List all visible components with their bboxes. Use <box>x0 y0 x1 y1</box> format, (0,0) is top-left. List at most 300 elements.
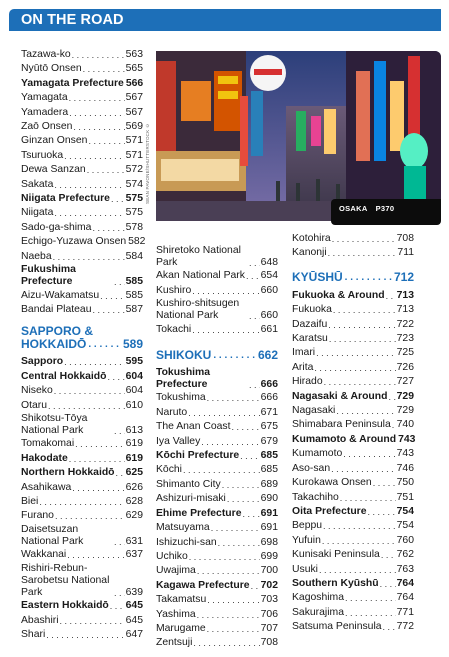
toc-entry[interactable] <box>156 564 278 578</box>
toc-entry[interactable] <box>292 361 414 375</box>
section-page: 589 <box>122 337 143 352</box>
toc-entry-name: Ehime Prefecture <box>156 507 242 519</box>
toc-entry-page: 713 <box>396 289 414 301</box>
toc-entry-page: 582 <box>128 236 146 248</box>
toc-entry-page: 566 <box>125 77 144 89</box>
toc-entry-name: Yamagata <box>21 92 68 104</box>
toc-leader-dots <box>55 509 125 523</box>
toc-entry[interactable] <box>292 606 414 620</box>
toc-entry-name: Tokushima <box>156 392 206 404</box>
toc-entry-name: Takachiho <box>292 491 339 503</box>
section-heading-kyushu <box>292 271 414 284</box>
toc-entry-page: 707 <box>260 622 278 634</box>
toc-entry[interactable] <box>292 591 414 605</box>
toc-entry-page: 711 <box>397 247 414 259</box>
toc-entry-name: Tsuruoka <box>21 149 64 161</box>
toc-entry-name: Dazaifu <box>292 318 328 330</box>
toc-entry-name: Central Hokkaidō <box>21 370 107 382</box>
toc-entry-name: Shari <box>21 629 46 641</box>
toc-entry-name: Yashima <box>156 608 196 620</box>
toc-entry[interactable] <box>21 466 143 480</box>
toc-list-tohoku-tail <box>21 48 146 317</box>
toc-entry[interactable] <box>21 62 143 76</box>
toc-entry-page: 722 <box>396 318 414 330</box>
toc-entry-page: 567 <box>125 106 143 118</box>
toc-leader-dots <box>116 466 125 480</box>
toc-leader-dots <box>218 536 260 550</box>
toc-entry-page: 729 <box>396 390 414 402</box>
section-title-line2: HOKKAIDŌ <box>21 337 87 352</box>
toc-entry-page: 740 <box>396 419 414 431</box>
toc-entry-name: Aizu-Wakamatsu <box>21 289 100 301</box>
toc-entry[interactable] <box>292 303 414 317</box>
toc-entry-name: Niigata Prefecture <box>21 193 110 205</box>
toc-entry[interactable] <box>292 332 414 346</box>
toc-entry-page: 685 <box>260 450 278 462</box>
toc-entry-name: Shimanto City <box>156 478 221 490</box>
toc-entry-name: Tokushima Prefecture <box>156 367 211 391</box>
toc-leader-dots <box>380 577 396 591</box>
toc-entry[interactable] <box>21 452 143 466</box>
toc-entry-page: 698 <box>260 536 278 548</box>
toc-entry[interactable] <box>156 478 278 492</box>
toc-entry-page: 703 <box>260 594 278 606</box>
toc-leader-dots <box>323 519 396 533</box>
toc-entry[interactable] <box>21 206 143 220</box>
toc-entry-name: Kōchi Prefecture <box>156 450 240 462</box>
toc-entry-name: Southern Kyūshū <box>292 577 379 589</box>
toc-entry-name: Tomakomai <box>21 438 75 450</box>
photo-caption <box>331 199 441 225</box>
toc-entry[interactable] <box>21 355 143 369</box>
toc-entry[interactable] <box>292 390 414 404</box>
toc-leader-dots <box>46 628 124 642</box>
toc-leader-dots <box>197 564 260 578</box>
toc-leader-dots <box>107 370 124 384</box>
toc-entry-name: Akan National Park <box>156 270 245 282</box>
toc-entry[interactable] <box>292 577 414 591</box>
toc-list-kyushu <box>292 289 414 635</box>
toc-leader-dots <box>222 478 260 492</box>
toc-entry[interactable] <box>292 404 414 418</box>
toc-entry[interactable] <box>292 491 414 505</box>
toc-entry-name: Ashizuri-misaki <box>156 493 226 505</box>
toc-leader-dots <box>114 536 125 548</box>
toc-entry-page: 702 <box>260 579 278 591</box>
toc-entry-page: 726 <box>396 361 414 373</box>
toc-leader-dots <box>54 206 124 220</box>
toc-entry[interactable] <box>21 250 143 264</box>
toc-entry[interactable] <box>21 303 143 317</box>
toc-leader-dots <box>67 548 124 562</box>
toc-entry[interactable] <box>156 420 278 434</box>
toc-entry-page: 639 <box>125 587 143 598</box>
toc-entry[interactable] <box>21 289 143 303</box>
toc-leader-dots <box>328 246 397 260</box>
toc-entry[interactable] <box>21 495 143 509</box>
toc-entry-page: 585 <box>125 289 143 301</box>
toc-leader-dots <box>386 289 396 303</box>
toc-entry[interactable] <box>292 232 414 246</box>
toc-entry[interactable] <box>156 507 278 521</box>
toc-column-1 <box>21 48 146 642</box>
toc-entry[interactable] <box>156 593 278 607</box>
toc-leader-dots <box>53 250 125 264</box>
toc-entry-name: Kushiro-shitsugen National Park <box>156 298 240 322</box>
toc-leader-dots <box>329 332 396 346</box>
toc-leader-dots <box>316 346 396 360</box>
toc-entry-name: Hakodate <box>21 452 68 464</box>
toc-entry-page: 595 <box>125 356 143 368</box>
toc-entry-page: 708 <box>260 637 278 649</box>
toc-column-2 <box>156 245 278 651</box>
toc-entry-name: Sakurajima <box>292 606 344 618</box>
toc-entry-name: Asahikawa <box>21 481 72 493</box>
toc-entry-page: 645 <box>125 600 143 612</box>
toc-leader-dots <box>383 620 396 634</box>
toc-entry[interactable] <box>292 375 414 389</box>
toc-list-shikoku <box>156 367 278 651</box>
toc-entry-name: Beppu <box>292 520 323 532</box>
toc-entry-name: Abashiri <box>21 614 59 626</box>
toc-entry[interactable] <box>156 622 278 636</box>
toc-leader-dots <box>87 163 125 177</box>
toc-entry[interactable] <box>156 579 278 593</box>
toc-entry-name: Hirado <box>292 376 323 388</box>
toc-entry-page: 631 <box>125 535 143 547</box>
toc-entry-page: 585 <box>125 276 143 288</box>
toc-entry[interactable] <box>21 106 143 120</box>
toc-entry-page: 699 <box>260 550 278 562</box>
toc-leader-dots <box>314 361 395 375</box>
toc-entry[interactable] <box>21 563 143 600</box>
toc-entry[interactable] <box>21 614 143 628</box>
toc-entry[interactable] <box>156 298 278 322</box>
toc-entry-name: Kagawa Prefecture <box>156 579 250 591</box>
toc-entry[interactable] <box>21 548 143 562</box>
toc-leader-dots <box>114 587 125 599</box>
toc-entry-name: Marugame <box>156 622 206 634</box>
toc-entry-page: 575 <box>125 193 143 205</box>
toc-entry-page: 762 <box>396 549 414 561</box>
toc-entry[interactable] <box>21 163 143 177</box>
toc-leader-dots <box>100 289 125 303</box>
toc-entry-page: 637 <box>125 549 143 561</box>
toc-entry-name: Kurokawa Onsen <box>292 477 372 489</box>
caption-label: OSAKA <box>339 204 368 213</box>
toc-entry[interactable] <box>156 323 278 337</box>
section-page: 712 <box>393 269 414 284</box>
toc-leader-dots <box>110 599 125 613</box>
toc-entry[interactable] <box>292 418 414 432</box>
toc-entry[interactable] <box>21 77 143 91</box>
toc-entry[interactable] <box>292 519 414 533</box>
toc-entry-page: 619 <box>125 452 143 464</box>
toc-entry-page: 763 <box>396 563 414 575</box>
toc-entry[interactable] <box>156 492 278 506</box>
toc-entry-name: Dewa Sanzan <box>21 164 86 176</box>
toc-entry-name: Imari <box>292 347 316 359</box>
toc-leader-dots <box>114 425 125 437</box>
toc-entry-page: 567 <box>125 92 143 104</box>
toc-leader-dots <box>114 276 125 288</box>
toc-entry-name: Tokachi <box>156 323 192 335</box>
toc-entry-page: 654 <box>260 270 278 282</box>
toc-leader-dots <box>246 269 260 283</box>
toc-entry[interactable] <box>292 505 414 519</box>
toc-entry-page: 727 <box>396 376 414 388</box>
toc-entry[interactable] <box>292 563 414 577</box>
toc-entry-page: 628 <box>125 495 143 507</box>
toc-entry-page: 723 <box>396 333 414 345</box>
toc-entry[interactable] <box>21 509 143 523</box>
toc-list-shikoku-cont <box>292 232 414 261</box>
toc-entry-page: 743 <box>396 448 414 460</box>
toc-entry-page: 575 <box>125 207 143 219</box>
toc-entry-page: 666 <box>260 392 278 404</box>
toc-entry-name: Matsuyama <box>156 522 210 534</box>
toc-entry-page: 691 <box>260 507 278 519</box>
toc-leader-dots <box>340 491 396 505</box>
toc-entry[interactable] <box>21 481 143 495</box>
photo-credit: SEAN PAVONE/SHUTTERSTOCK © <box>145 123 150 204</box>
section-page: 662 <box>257 348 278 363</box>
toc-entry-page: 772 <box>396 621 414 633</box>
toc-entry[interactable] <box>156 636 278 650</box>
toc-entry[interactable] <box>292 246 414 260</box>
toc-leader-dots <box>332 232 396 246</box>
toc-leader-dots <box>227 492 260 506</box>
toc-list-hokkaido <box>21 355 143 642</box>
toc-leader-dots <box>249 310 260 322</box>
toc-entry-page: 666 <box>260 379 278 391</box>
toc-entry-name: Rishiri-Rebun-Sarobetsu National Park <box>21 562 110 598</box>
toc-entry-page: 685 <box>260 464 278 476</box>
toc-entry-name: Biei <box>21 495 39 507</box>
toc-entry-page: 725 <box>396 347 414 359</box>
toc-entry[interactable] <box>156 245 278 269</box>
toc-entry-page: 661 <box>260 323 278 335</box>
toc-entry[interactable] <box>156 406 278 420</box>
toc-entry-page: 675 <box>260 421 278 433</box>
toc-entry-page: 587 <box>125 303 143 315</box>
section-heading-hokkaido <box>21 325 143 351</box>
toc-entry[interactable] <box>21 149 143 163</box>
section-heading-shikoku <box>156 349 278 362</box>
toc-entry-name: Sado-ga-shima <box>21 221 92 233</box>
toc-leader-dots <box>192 284 259 298</box>
toc-entry[interactable] <box>21 264 143 288</box>
toc-entry-name: Fukuoka & Around <box>292 289 385 301</box>
toc-entry-page: 625 <box>125 467 143 479</box>
toc-entry[interactable] <box>292 346 414 360</box>
toc-entry[interactable] <box>156 536 278 550</box>
toc-leader-dots <box>211 521 260 535</box>
toc-entry-name: Kōchi <box>156 464 182 476</box>
toc-entry-page: 764 <box>396 577 414 589</box>
toc-entry-name: Kagoshima <box>292 592 344 604</box>
toc-entry[interactable] <box>21 221 143 235</box>
toc-leader-dots <box>343 447 395 461</box>
toc-leader-dots <box>75 437 125 451</box>
toc-leader-dots <box>60 614 125 628</box>
toc-leader-dots <box>249 257 260 269</box>
toc-entry-name: Usuki <box>292 563 318 575</box>
toc-entry[interactable] <box>156 391 278 405</box>
toc-entry-page: 610 <box>125 399 143 411</box>
toc-entry[interactable] <box>292 620 414 634</box>
toc-entry[interactable] <box>156 449 278 463</box>
toc-entry[interactable] <box>156 550 278 564</box>
toc-entry-name: Niigata <box>21 207 54 219</box>
toc-leader-dots <box>188 406 259 420</box>
toc-entry-name: Kumamoto <box>292 448 343 460</box>
toc-leader-dots <box>69 91 125 105</box>
toc-entry-name: Iya Valley <box>156 435 201 447</box>
toc-entry-page: 660 <box>260 284 278 296</box>
toc-leader-dots <box>92 303 124 317</box>
toc-entry-page: 660 <box>260 310 278 322</box>
toc-leader-dots <box>232 420 260 434</box>
toc-entry-page: 746 <box>396 462 414 474</box>
toc-leader-dots <box>324 375 396 389</box>
toc-entry[interactable] <box>156 435 278 449</box>
toc-entry[interactable] <box>292 462 414 476</box>
toc-entry[interactable] <box>292 548 414 562</box>
toc-entry[interactable] <box>156 367 278 391</box>
toc-entry[interactable] <box>292 476 414 490</box>
toc-entry-name: Tazawa-ko <box>21 49 71 60</box>
toc-entry-page: 584 <box>125 250 143 262</box>
toc-entry-name: Ishizuchi-san <box>156 536 217 548</box>
toc-entry-name: Fukushima Prefecture <box>21 264 76 288</box>
toc-entry[interactable] <box>292 318 414 332</box>
toc-leader-dots <box>64 355 125 369</box>
toc-entry[interactable] <box>21 413 143 437</box>
toc-entry-page: 689 <box>260 478 278 490</box>
toc-entry[interactable] <box>156 269 278 283</box>
toc-entry[interactable] <box>292 433 414 447</box>
toc-entry[interactable] <box>21 134 143 148</box>
toc-entry[interactable] <box>21 524 143 548</box>
toc-entry-name: Takamatsu <box>156 594 207 606</box>
toc-leader-dots <box>207 391 260 405</box>
toc-entry-page: 691 <box>260 522 278 534</box>
toc-entry-name: Shimabara Peninsula <box>292 419 391 431</box>
toc-leader-dots <box>242 507 259 521</box>
page-title: ON THE ROAD <box>21 12 124 28</box>
toc-entry[interactable] <box>21 599 143 613</box>
toc-entry-name: Otaru <box>21 399 47 411</box>
toc-leader-dots <box>373 476 396 490</box>
toc-entry-name: Uchiko <box>156 550 188 562</box>
toc-entry-page: 613 <box>125 425 143 437</box>
toc-entry-name: Sakata <box>21 178 54 190</box>
toc-leader-dots <box>249 379 260 391</box>
toc-leader-dots <box>345 606 396 620</box>
toc-leader-dots <box>88 134 124 148</box>
toc-entry-page: 647 <box>125 629 143 641</box>
toc-leader-dots <box>201 435 259 449</box>
toc-entry-name: Nagasaki <box>292 405 336 417</box>
toc-leader-dots <box>64 149 124 163</box>
toc-entry[interactable] <box>21 120 143 134</box>
toc-leader-dots <box>72 48 125 62</box>
toc-entry[interactable] <box>21 48 143 62</box>
toc-entry-page: 569 <box>125 121 143 133</box>
toc-entry[interactable] <box>292 289 414 303</box>
toc-entry[interactable] <box>21 235 146 249</box>
toc-leader-dots <box>54 384 125 398</box>
toc-entry-page: 708 <box>396 233 414 244</box>
toc-entry-name: Furano <box>21 510 54 522</box>
toc-entry-page: 764 <box>396 592 414 604</box>
toc-entry-page: 619 <box>125 438 143 450</box>
toc-leader-dots <box>192 323 259 337</box>
toc-entry-name: Bandai Plateau <box>21 303 92 315</box>
section-header-bar <box>9 9 441 31</box>
toc-entry-page: 571 <box>125 149 143 161</box>
toc-leader-dots <box>328 318 395 332</box>
toc-entry-name: Shikotsu-Tōya National Park <box>21 412 88 437</box>
toc-entry[interactable] <box>292 447 414 461</box>
toc-leader-dots <box>392 418 396 432</box>
toc-entry-page: 743 <box>398 433 416 445</box>
toc-entry[interactable] <box>156 463 278 477</box>
toc-entry-page: 754 <box>396 520 414 532</box>
caption-page: P370 <box>375 204 395 213</box>
toc-entry-page: 671 <box>260 406 278 418</box>
toc-entry[interactable] <box>292 534 414 548</box>
toc-entry-name: Aso-san <box>292 462 331 474</box>
toc-entry-name: Northern Hokkaidō <box>21 467 115 479</box>
toc-leader-dots <box>251 579 260 593</box>
toc-entry-page: 563 <box>125 49 143 60</box>
toc-entry-name: Yamagata Prefecture <box>21 77 124 89</box>
toc-entry[interactable] <box>21 437 143 451</box>
toc-leader-dots <box>83 62 125 76</box>
toc-entry-name: Karatsu <box>292 333 328 345</box>
toc-entry[interactable] <box>21 628 143 642</box>
toc-leader-dots <box>322 534 396 548</box>
toc-entry[interactable] <box>21 399 143 413</box>
toc-entry-page: 760 <box>396 534 414 546</box>
toc-entry[interactable] <box>156 608 278 622</box>
toc-entry[interactable] <box>21 178 143 192</box>
toc-entry[interactable] <box>156 284 278 298</box>
toc-entry[interactable] <box>21 384 143 398</box>
toc-entry-page: 629 <box>125 510 143 522</box>
toc-entry-name: Zentsuji <box>156 637 193 649</box>
toc-entry[interactable] <box>21 370 143 384</box>
toc-entry-name: Oita Prefecture <box>292 505 367 517</box>
toc-leader-dots <box>368 505 396 519</box>
toc-entry[interactable] <box>21 91 143 105</box>
toc-entry-name: Satsuma Peninsula <box>292 621 382 633</box>
toc-entry-name: Ginzan Onsen <box>21 135 88 147</box>
toc-entry-name: Shiretoko National Park <box>156 245 241 269</box>
toc-leader-dots <box>193 636 259 650</box>
toc-entry-name: Wakkanai <box>21 549 67 561</box>
toc-entry-page: 565 <box>125 63 143 75</box>
toc-entry-page: 572 <box>125 164 143 176</box>
toc-leader-dots <box>111 192 125 206</box>
toc-entry[interactable] <box>21 192 143 206</box>
toc-entry[interactable] <box>156 521 278 535</box>
toc-list-hokkaido-cont <box>156 245 278 337</box>
toc-entry-page: 700 <box>260 565 278 577</box>
toc-entry-name: Nagasaki & Around <box>292 390 388 402</box>
